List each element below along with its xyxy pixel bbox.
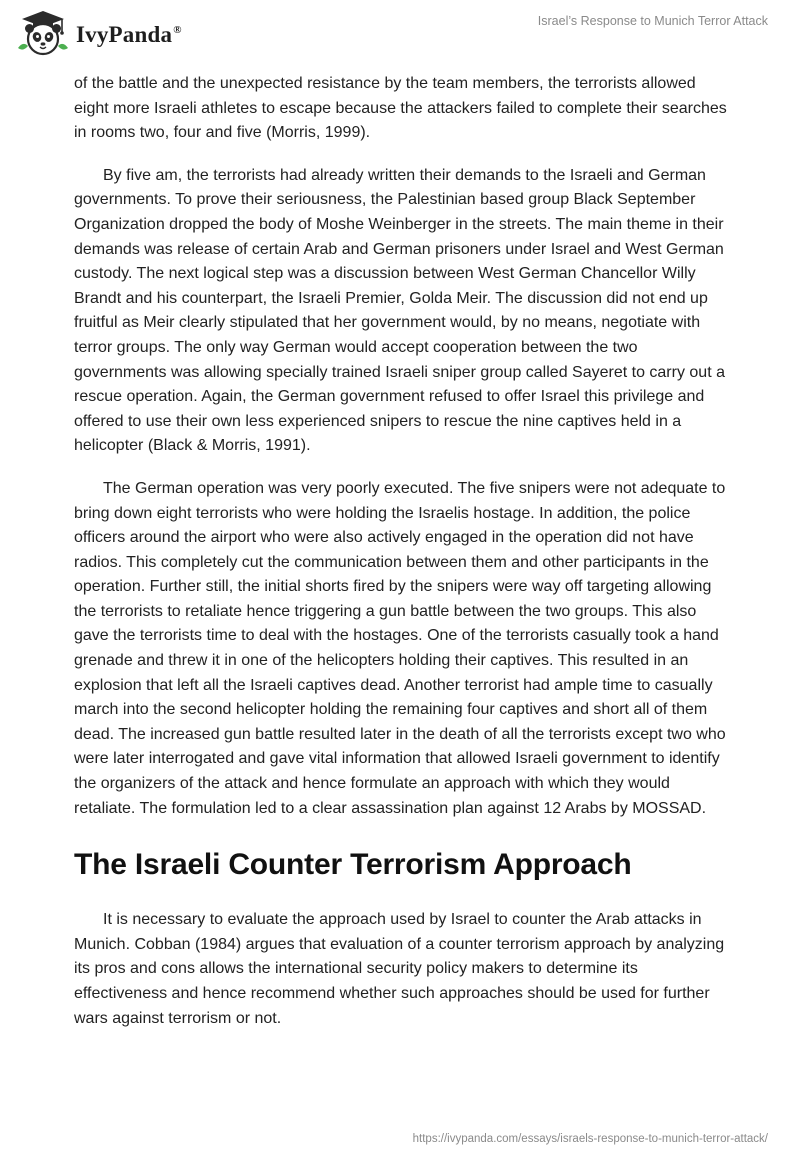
- document-title: Israel’s Response to Munich Terror Attack: [537, 14, 768, 28]
- paragraph: It is necessary to evaluate the approach used by Israel to counter the Arab attacks in Munich. Cobban (1984) argues that evaluation of a counter terrorism approach by analyzing its pros and cons allows the international security policy makers to determine its effectiveness and hence recommend whether such approaches should be used for further wars against terrorism or not.: [74, 911, 725, 1027]
- page-header: [0, 0, 800, 70]
- article-body: [74, 72, 734, 1031]
- ivypanda-logo[interactable]: [14, 8, 182, 58]
- brand-name: IvyPanda®: [76, 22, 182, 47]
- source-url-link[interactable]: https://ivypanda.com/essays/israels-response-to-munich-terror-attack/: [412, 1133, 768, 1145]
- paragraph: By five am, the terrorists had already written their demands to the Israeli and German governments. To prove their seriousness, the Palestinian based group Black September Organization dropped the body of Moshe Weinberger in the streets. The main theme in their demands was release of certain Arab and German prisoners under Israel and West German custody. The next logical step was a discussion between West German Chancellor Willy Brandt and his counterpart, the Israeli Premier, Golda Meir. The discussion did not end up fruitful as Meir clearly stipulated that her government would, by no means, negotiate with terror groups. The only way German would accept cooperation between the two governments was allowing specially trained Israeli sniper group called Sayeret to carry out a rescue operation. Again, the German government refused to offer Israel this privilege and offered to use their own less experienced snipers to rescue the nine captives held in a helicopter (Black & Morris, 1991).: [74, 166, 725, 455]
- section-heading: The Israeli Counter Terrorism Approach: [74, 848, 632, 882]
- panda-graduate-icon: [14, 8, 72, 58]
- paragraph: of the battle and the unexpected resistance by the team members, the terrorists allowed eight more Israeli athletes to escape because the attackers failed to complete their searches in rooms two, four and five (Morris, 1999).: [74, 75, 727, 142]
- paragraph: The German operation was very poorly executed. The five snipers were not adequate to bring down eight terrorists who were holding the Israelis hostage. In addition, the police officers around the airport who were also actively engaged in the operation did not have radios. This completely cut the communication between them and other participants in the operation. Further still, the initial shorts fired by the snipers were way off targeting allowing the terrorists to retaliate hence triggering a gun battle between the two groups. This also gave the terrorists time to deal with the hostages. One of the terrorists casually took a hand grenade and threw it in one of the helicopters holding their captives. This resulted in an explosion that left all the Israeli captives dead. Another terrorist had ample time to casually march into the second helicopter holding the remaining four captives and short all of them dead. The increased gun battle resulted later in the death of all the terrorists except two who were later interrogated and gave vital information that allowed Israeli government to identify the organizers of the attack and hence formulate an approach with which they would retaliate. The formulation led to a clear assassination plan against 12 Arabs by MOSSAD.: [74, 479, 726, 817]
- registered-mark: ®: [173, 24, 182, 36]
